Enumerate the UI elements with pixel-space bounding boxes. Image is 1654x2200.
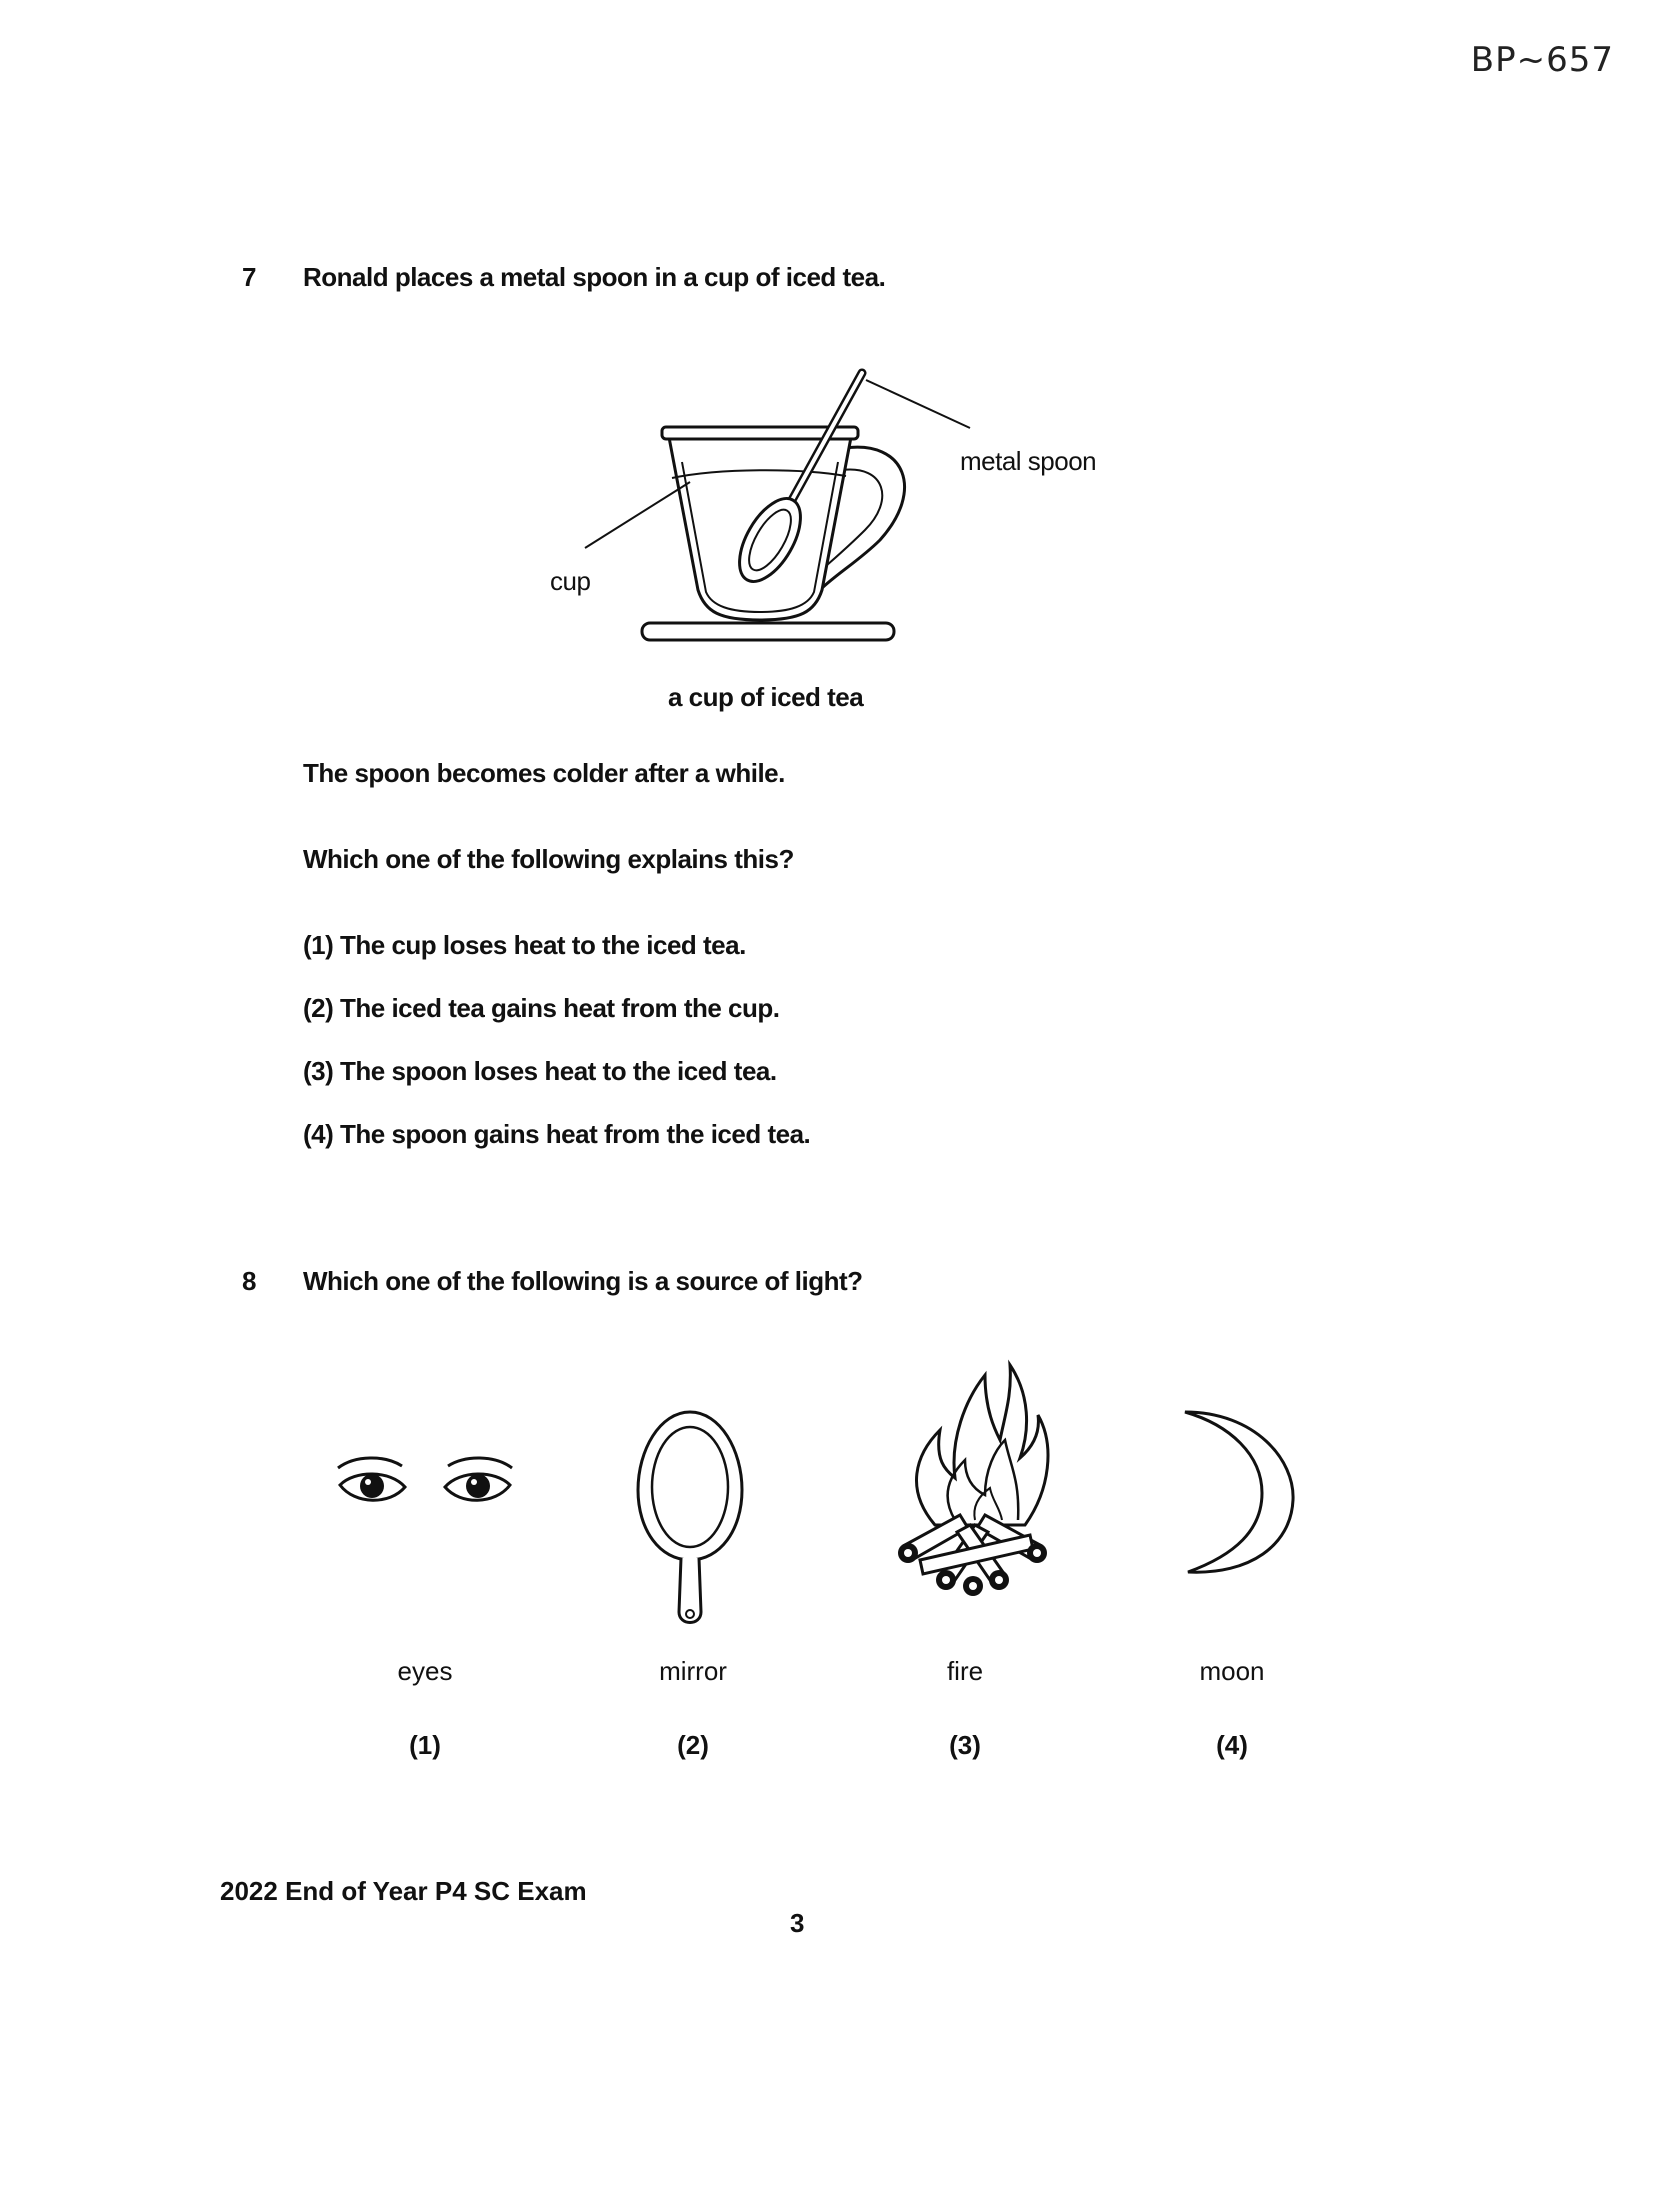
choice-2-number[interactable]: (2) bbox=[677, 1730, 709, 1760]
choice-1-number[interactable]: (1) bbox=[409, 1730, 441, 1760]
page-number: 3 bbox=[790, 1908, 805, 1938]
hand-mirror-icon bbox=[630, 1405, 750, 1635]
label-cup: cup bbox=[550, 566, 591, 596]
q7-number: 7 bbox=[242, 262, 257, 292]
label-metal-spoon: metal spoon bbox=[960, 446, 1097, 476]
choice-4-label: moon bbox=[1199, 1656, 1265, 1686]
cup-of-iced-tea-diagram bbox=[540, 355, 960, 655]
crescent-moon-icon bbox=[1170, 1405, 1310, 1585]
choice-3-label: fire bbox=[946, 1656, 984, 1686]
q7-statement: The spoon becomes colder after a while. bbox=[303, 758, 785, 788]
choice-3-number[interactable]: (3) bbox=[949, 1730, 981, 1760]
q7-option-4[interactable]: (4) The spoon gains heat from the iced tea. bbox=[303, 1119, 811, 1149]
paper-code: BP~657 bbox=[1470, 40, 1614, 80]
campfire-icon bbox=[880, 1355, 1060, 1595]
saucer bbox=[642, 623, 894, 640]
exam-footer: 2022 End of Year P4 SC Exam bbox=[220, 1876, 587, 1906]
diagram-caption: a cup of iced tea bbox=[668, 682, 864, 712]
q8-stem: Which one of the following is a source of light? bbox=[303, 1266, 863, 1296]
cup-leader-line bbox=[585, 482, 690, 548]
q7-option-1[interactable]: (1) The cup loses heat to the iced tea. bbox=[303, 930, 746, 960]
choice-1-label: eyes bbox=[397, 1656, 453, 1686]
q8-number: 8 bbox=[242, 1266, 257, 1296]
q7-stem: Ronald places a metal spoon in a cup of iced tea. bbox=[303, 262, 886, 292]
choice-4-number[interactable]: (4) bbox=[1216, 1730, 1248, 1760]
spoon-leader-line bbox=[866, 380, 970, 428]
choice-2-label: mirror bbox=[659, 1656, 727, 1686]
q7-option-3[interactable]: (3) The spoon loses heat to the iced tea. bbox=[303, 1056, 777, 1086]
eyes-icon bbox=[325, 1450, 525, 1530]
q7-question: Which one of the following explains this? bbox=[303, 844, 794, 874]
q7-option-2[interactable]: (2) The iced tea gains heat from the cup. bbox=[303, 993, 780, 1023]
